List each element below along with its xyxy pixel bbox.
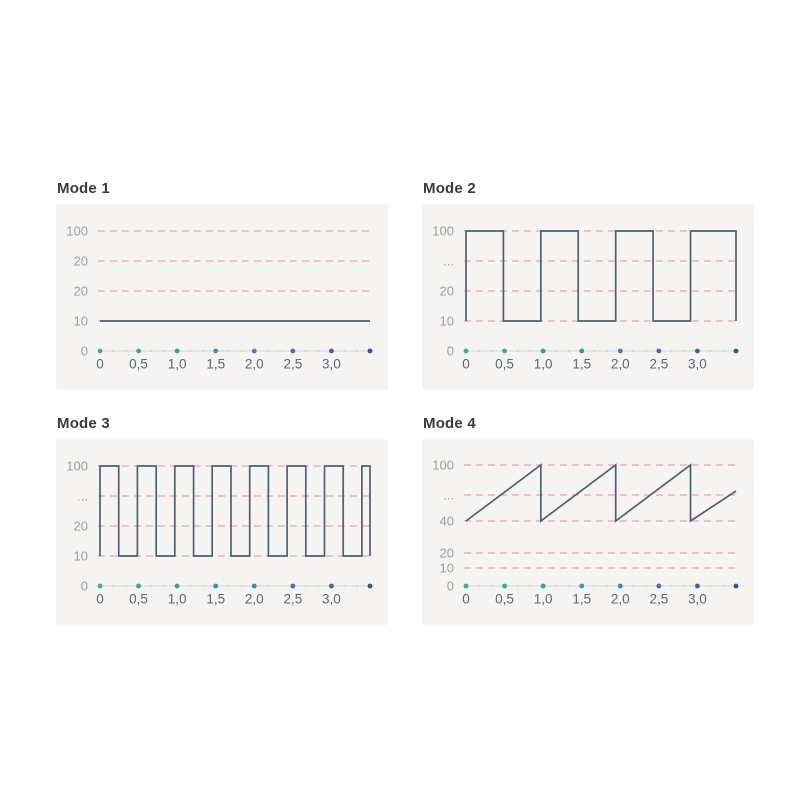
x-axis-minor-tick [529, 350, 531, 352]
chart-canvas-mode3 [56, 439, 388, 625]
x-axis-minor-tick [163, 585, 165, 587]
x-axis-minor-tick [279, 585, 281, 587]
x-axis-minor-tick [125, 585, 127, 587]
x-axis-label: 1,0 [533, 591, 553, 607]
x-axis-tick-dot [618, 584, 623, 589]
x-axis-tick-dot [734, 349, 739, 354]
x-axis-minor-tick [317, 350, 319, 352]
x-axis-label: 0,5 [495, 356, 514, 372]
x-axis-minor-tick [555, 585, 557, 587]
x-axis-minor-tick [343, 585, 345, 587]
x-axis-minor-tick [593, 585, 595, 587]
x-axis-label: 3,0 [688, 591, 707, 607]
x-axis-tick-dot [213, 349, 218, 354]
x-axis-minor-tick [150, 350, 152, 352]
x-axis-tick-dot [175, 349, 180, 354]
x-axis-minor-tick [240, 585, 242, 587]
x-axis-minor-tick [606, 350, 608, 352]
x-axis-label: 3,0 [688, 356, 707, 372]
x-axis-minor-tick [343, 350, 345, 352]
x-axis-tick-dot [290, 349, 295, 354]
chart-block-mode2 [422, 180, 754, 390]
x-axis-label: 1,5 [572, 591, 592, 607]
x-axis-tick-dot [695, 584, 700, 589]
x-axis-minor-tick [305, 350, 307, 352]
x-axis-tick-dot [656, 584, 661, 589]
x-axis-minor-tick [227, 350, 229, 352]
x-axis-tick-dot [502, 349, 507, 354]
y-axis-label: 10 [73, 548, 88, 564]
x-axis-label: 1,0 [533, 356, 553, 372]
chart-title-mode2: Mode 2 [423, 180, 476, 197]
x-axis-label: 0 [96, 591, 104, 607]
x-axis-minor-tick [671, 585, 673, 587]
x-axis-minor-tick [683, 350, 685, 352]
x-axis-label: 3,0 [322, 591, 341, 607]
x-axis-minor-tick [722, 350, 724, 352]
chart-block-mode1 [56, 180, 388, 390]
x-axis-tick-dot [252, 349, 257, 354]
x-axis-minor-tick [356, 350, 358, 352]
x-axis-minor-tick [568, 585, 570, 587]
x-axis-minor-tick [722, 585, 724, 587]
y-axis-label: 100 [432, 457, 454, 473]
x-axis-tick-dot [98, 349, 103, 354]
x-axis-tick-dot [175, 584, 180, 589]
x-axis-label: 0,5 [129, 356, 148, 372]
y-axis-label: 20 [439, 545, 454, 561]
y-axis-label: 100 [432, 223, 454, 239]
x-axis-tick-dot [329, 584, 334, 589]
x-axis-minor-tick [478, 585, 480, 587]
chart-canvas-mode4 [422, 439, 754, 625]
x-axis-minor-tick [683, 585, 685, 587]
x-axis-minor-tick [279, 350, 281, 352]
x-axis-tick-dot [541, 584, 546, 589]
x-axis-label: 2,5 [283, 591, 303, 607]
x-axis-tick-dot [541, 349, 546, 354]
x-axis-tick-dot [136, 349, 141, 354]
x-axis-minor-tick [227, 585, 229, 587]
x-axis-minor-tick [568, 350, 570, 352]
x-axis-minor-tick [266, 585, 268, 587]
x-axis-minor-tick [112, 350, 114, 352]
x-axis-tick-dot [734, 584, 739, 589]
chart-title-mode1: Mode 1 [57, 180, 110, 197]
x-axis-minor-tick [150, 585, 152, 587]
chart-block-mode3 [56, 415, 388, 625]
x-axis-tick-dot [252, 584, 257, 589]
x-axis-minor-tick [632, 350, 634, 352]
x-axis-minor-tick [202, 585, 204, 587]
x-axis-label: 3,0 [322, 356, 341, 372]
y-axis-label: 0 [446, 343, 454, 359]
y-axis-label: 10 [439, 313, 454, 329]
x-axis-minor-tick [266, 350, 268, 352]
x-axis-minor-tick [606, 585, 608, 587]
x-axis-minor-tick [632, 585, 634, 587]
x-axis-minor-tick [356, 585, 358, 587]
x-axis-minor-tick [645, 585, 647, 587]
x-axis-label: 0 [96, 356, 104, 372]
y-axis-label: 20 [439, 283, 454, 299]
x-axis-minor-tick [305, 585, 307, 587]
x-axis-label: 2,0 [244, 591, 264, 607]
y-axis-label: ... [443, 487, 454, 503]
x-axis-label: 0,5 [495, 591, 514, 607]
x-axis-tick-dot [368, 349, 373, 354]
x-axis-minor-tick [163, 350, 165, 352]
x-axis-tick-dot [579, 349, 584, 354]
x-axis-minor-tick [516, 350, 518, 352]
chart-canvas-mode1 [56, 204, 388, 390]
x-axis-minor-tick [189, 350, 191, 352]
y-axis-label: 20 [73, 283, 88, 299]
x-axis-label: 2,5 [283, 356, 303, 372]
x-axis-label: 2,0 [610, 356, 630, 372]
x-axis-tick-dot [502, 584, 507, 589]
x-axis-minor-tick [478, 350, 480, 352]
y-axis-label: ... [77, 488, 88, 504]
y-axis-label: 10 [439, 560, 454, 576]
x-axis-tick-dot [695, 349, 700, 354]
x-axis-minor-tick [709, 585, 711, 587]
x-axis-tick-dot [656, 349, 661, 354]
x-axis-minor-tick [125, 350, 127, 352]
x-axis-minor-tick [112, 585, 114, 587]
x-axis-tick-dot [213, 584, 218, 589]
x-axis-label: 2,5 [649, 591, 669, 607]
x-axis-label: 1,5 [206, 591, 226, 607]
y-axis-label: 20 [73, 253, 88, 269]
chart-block-mode4 [422, 415, 754, 625]
y-axis-label: 0 [80, 343, 88, 359]
x-axis-label: 2,0 [244, 356, 264, 372]
x-axis-minor-tick [516, 585, 518, 587]
x-axis-label: 2,0 [610, 591, 630, 607]
x-axis-tick-dot [579, 584, 584, 589]
x-axis-label: 0 [462, 591, 470, 607]
chart-title-mode4: Mode 4 [423, 415, 476, 432]
x-axis-label: 0 [462, 356, 470, 372]
x-axis-minor-tick [645, 350, 647, 352]
x-axis-label: 1,5 [572, 356, 592, 372]
chart-title-mode3: Mode 3 [57, 415, 110, 432]
y-axis-label: 10 [73, 313, 88, 329]
x-axis-minor-tick [491, 585, 493, 587]
y-axis-label: 40 [439, 513, 454, 529]
x-axis-tick-dot [618, 349, 623, 354]
y-axis-label: 100 [66, 458, 88, 474]
x-axis-tick-dot [368, 584, 373, 589]
y-axis-label: 0 [80, 578, 88, 594]
x-axis-label: 0,5 [129, 591, 148, 607]
y-axis-label: 0 [446, 578, 454, 594]
x-axis-tick-dot [98, 584, 103, 589]
y-axis-label: 100 [66, 223, 88, 239]
x-axis-tick-dot [464, 584, 469, 589]
x-axis-label: 1,5 [206, 356, 226, 372]
y-axis-label: 20 [73, 518, 88, 534]
chart-canvas-mode2 [422, 204, 754, 390]
x-axis-minor-tick [555, 350, 557, 352]
x-axis-minor-tick [709, 350, 711, 352]
x-axis-minor-tick [491, 350, 493, 352]
y-axis-label: ... [443, 253, 454, 269]
x-axis-minor-tick [593, 350, 595, 352]
x-axis-tick-dot [136, 584, 141, 589]
x-axis-minor-tick [317, 585, 319, 587]
x-axis-tick-dot [290, 584, 295, 589]
x-axis-tick-dot [329, 349, 334, 354]
x-axis-label: 1,0 [167, 591, 187, 607]
x-axis-minor-tick [671, 350, 673, 352]
x-axis-minor-tick [529, 585, 531, 587]
x-axis-minor-tick [189, 585, 191, 587]
x-axis-tick-dot [464, 349, 469, 354]
x-axis-minor-tick [202, 350, 204, 352]
x-axis-label: 1,0 [167, 356, 187, 372]
x-axis-label: 2,5 [649, 356, 669, 372]
x-axis-minor-tick [240, 350, 242, 352]
